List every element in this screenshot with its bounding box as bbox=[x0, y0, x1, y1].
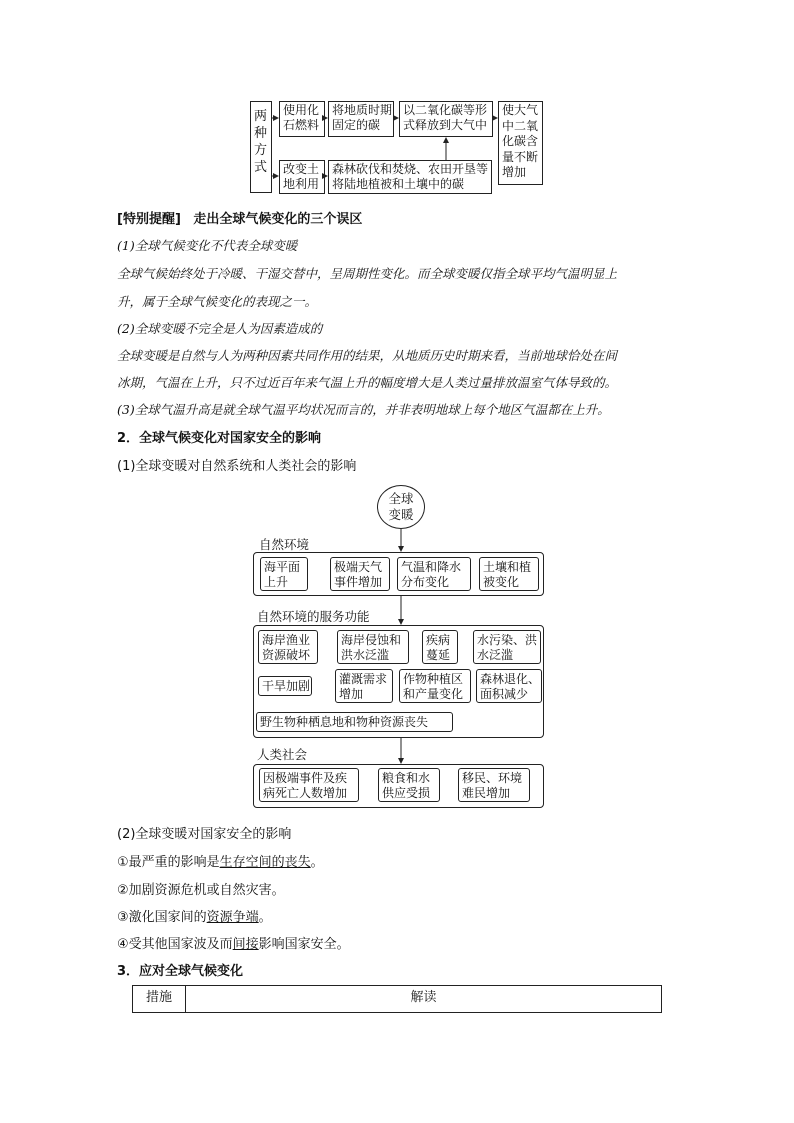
item3-pre: ③激化国家间的 bbox=[117, 910, 207, 925]
sub2-title: (2)全球变暖对国家安全的影响 bbox=[117, 827, 292, 842]
item3-post: 。 bbox=[258, 910, 272, 925]
item1-post: 。 bbox=[310, 855, 324, 870]
natural-env-label: 自然环境 bbox=[259, 537, 310, 552]
myth3-heading: (3)全球气温升高是就全球气温平均状况而言的，并非表明地球上每个地区气温都在上升。 bbox=[117, 402, 610, 417]
fishery-box: 海岸渔业 资源破坏 bbox=[258, 630, 318, 664]
myth1-line1: 全球气候始终处于冷暖、干湿交替中，呈周期性变化。而全球变暖仅指全球平均气温明显上 bbox=[117, 266, 618, 281]
myth2-line2: 冰期，气温在上升，只不过近百年来气温上升的幅度增大是人类过量排放温室气体导致的。 bbox=[117, 375, 618, 390]
section2-title: 2．全球气候变化对国家安全的影响 bbox=[117, 431, 322, 446]
co2-release-box: 以二氧化碳等形 式释放到大气中 bbox=[399, 101, 493, 137]
item3-key: 资源争端 bbox=[206, 910, 259, 925]
food-water-box: 粮食和水 供应受损 bbox=[378, 768, 440, 802]
co2-increase-box: 使大气 中二氧 化碳含 量不断 增加 bbox=[498, 101, 543, 185]
coastal-erosion-box: 海岸侵蚀和 洪水泛滥 bbox=[337, 630, 409, 664]
reminder-title: 走出全球气候变化的三个误区 bbox=[193, 212, 363, 227]
sub2-item3 bbox=[117, 906, 272, 925]
refugees-box: 移民、环境 难民增加 bbox=[458, 768, 530, 802]
services-label: 自然环境的服务功能 bbox=[257, 609, 370, 624]
myth1-line2: 升，属于全球气候变化的表现之一。 bbox=[117, 294, 318, 309]
temp-precip-box: 气温和降水 分布变化 bbox=[397, 557, 471, 591]
header-measures: 措施 bbox=[133, 986, 186, 1012]
death-toll-box: 因极端事件及疾 病死亡人数增加 bbox=[259, 768, 359, 802]
item1-key: 生存空间的丧失 bbox=[219, 855, 311, 870]
forest-decline-box: 森林退化、 面积减少 bbox=[476, 669, 542, 703]
society-label: 人类社会 bbox=[257, 747, 308, 762]
reminder-tag: [特别提醒] bbox=[117, 212, 181, 227]
item4-post: 影响国家安全。 bbox=[258, 937, 350, 952]
extreme-weather-box: 极端天气 事件增加 bbox=[330, 557, 390, 591]
habitat-loss-box: 野生物种栖息地和物种资源丧失 bbox=[256, 712, 453, 732]
water-pollution-box: 水污染、洪 水泛滥 bbox=[473, 630, 541, 664]
section2-sub1: (1)全球变暖对自然系统和人类社会的影响 bbox=[117, 459, 357, 474]
disease-box: 疾病 蔓延 bbox=[422, 630, 458, 664]
sub2-item1 bbox=[117, 851, 324, 870]
header-interpretation: 解读 bbox=[410, 990, 437, 1005]
item1-pre: ①最严重的影响是 bbox=[117, 855, 220, 870]
soil-veg-box: 土壤和植 被变化 bbox=[479, 557, 539, 591]
myth2-line1: 全球变暖是自然与人为两种因素共同作用的结果，从地质历史时期来看，当前地球恰处在间 bbox=[117, 348, 618, 363]
fossil-fuel-box: 使用化 石燃料 bbox=[279, 101, 325, 137]
deforestation-box: 森林砍伐和焚烧、农田开垦等 将陆地植被和土壤中的碳 bbox=[328, 160, 492, 194]
drought-box: 干旱加剧 bbox=[258, 676, 312, 696]
item4-key: 间接 bbox=[232, 937, 259, 952]
crop-change-box: 作物种植区 和产量变化 bbox=[399, 669, 471, 703]
measures-table-header bbox=[132, 985, 662, 1013]
sub2-item2: ②加剧资源危机或自然灾害。 bbox=[117, 883, 285, 898]
irrigation-box: 灌溉需求 增加 bbox=[335, 669, 393, 703]
myth1-heading: (1)全球气候变化不代表全球变暖 bbox=[117, 238, 298, 253]
global-warming-circle: 全球 变暖 bbox=[377, 485, 425, 529]
section3-title: 3．应对全球气候变化 bbox=[117, 964, 244, 979]
land-use-box: 改变土 地利用 bbox=[279, 160, 325, 194]
geologic-carbon-box: 将地质时期 固定的碳 bbox=[328, 101, 394, 137]
item4-pre: ④受其他国家波及而 bbox=[117, 937, 233, 952]
two-ways-label: 两 种 方 式 bbox=[250, 101, 272, 193]
sub2-item4 bbox=[117, 933, 350, 952]
sea-level-box: 海平面 上升 bbox=[260, 557, 308, 591]
myth2-heading: (2)全球变暖不完全是人为因素造成的 bbox=[117, 321, 323, 336]
